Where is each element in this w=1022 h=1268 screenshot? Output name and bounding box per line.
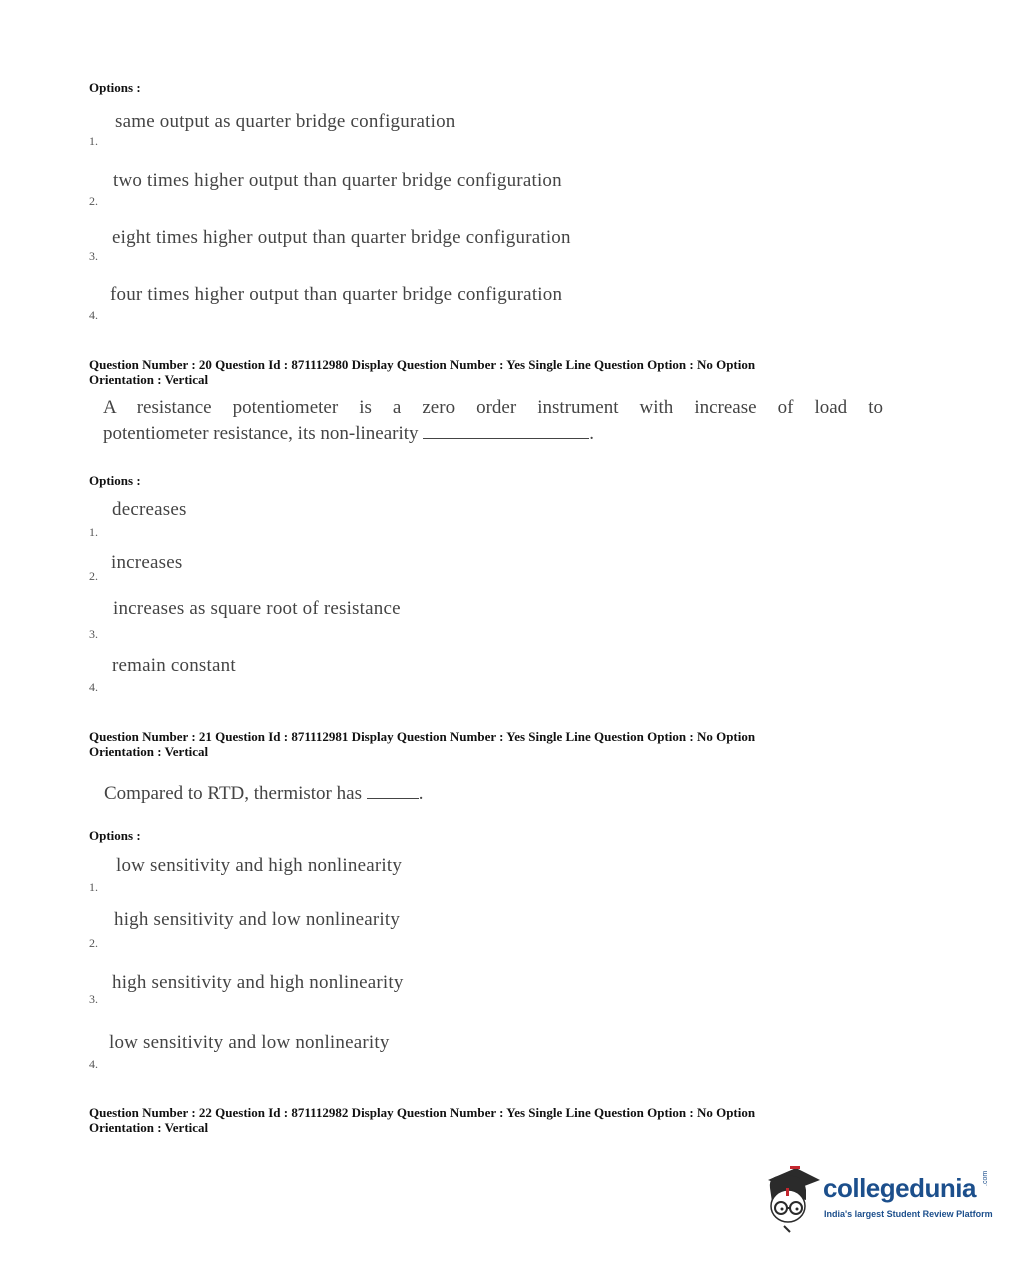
options-label: Options :	[89, 80, 141, 95]
question-meta	[89, 1105, 859, 1135]
option-text: same output as quarter bridge configuration	[115, 111, 456, 132]
question-end: .	[589, 423, 595, 444]
option-number: 4.	[89, 680, 98, 694]
option-number: 1.	[89, 134, 98, 148]
question-text	[103, 421, 594, 447]
option-text: decreases	[112, 499, 187, 520]
logo-tagline: India's largest Student Review Platform	[824, 1209, 993, 1219]
option-number: 2.	[89, 936, 98, 950]
option-text: four times higher output than quarter bridge configuration	[110, 284, 563, 305]
answer-blank	[367, 784, 419, 799]
question-text-line: potentiometer resistance, its non-linearity	[103, 423, 419, 444]
logo-com: .com	[982, 1170, 989, 1186]
option-number: 4.	[89, 308, 98, 322]
question-meta-line: Orientation : Vertical	[89, 372, 209, 387]
option-number: 4.	[89, 1057, 98, 1071]
options-label: Options :	[89, 828, 141, 843]
option-number: 1.	[89, 525, 98, 539]
mascot-icon	[760, 1160, 822, 1235]
option-number: 3.	[89, 627, 98, 641]
option-text: two times higher output than quarter bridge configuration	[113, 170, 562, 191]
option-number: 2.	[89, 194, 98, 208]
answer-blank	[423, 424, 589, 439]
option-number: 3.	[89, 992, 98, 1006]
question-meta-line: Orientation : Vertical	[89, 1120, 209, 1135]
question-text-line: Compared to RTD, thermistor has	[104, 783, 362, 804]
option-text: low sensitivity and low nonlinearity	[109, 1032, 390, 1053]
logo-wordmark: collegedunia	[823, 1173, 976, 1203]
option-text: high sensitivity and high nonlinearity	[112, 972, 404, 993]
question-meta	[89, 357, 859, 387]
option-number: 2.	[89, 569, 98, 583]
options-label: Options :	[89, 473, 141, 488]
option-text: low sensitivity and high nonlinearity	[116, 855, 403, 876]
question-text-line: A resistance potentiometer is a zero order instrument with increase of load to	[103, 397, 883, 418]
option-number: 3.	[89, 249, 98, 263]
option-text: increases	[111, 552, 183, 573]
question-text	[104, 781, 423, 807]
question-end: .	[418, 783, 424, 804]
question-meta-line: Question Number : 20 Question Id : 871112980 Display Question Number : Yes Single Line Question Option : No Option	[89, 357, 756, 372]
question-meta-line: Question Number : 22 Question Id : 871112982 Display Question Number : Yes Single Line Question Option : No Option	[89, 1105, 756, 1120]
option-text: eight times higher output than quarter bridge configuration	[112, 227, 571, 248]
option-text: high sensitivity and low nonlinearity	[114, 909, 401, 930]
question-meta	[89, 729, 859, 759]
option-number: 1.	[89, 880, 98, 894]
question-meta-line: Orientation : Vertical	[89, 744, 209, 759]
question-meta-line: Question Number : 21 Question Id : 871112981 Display Question Number : Yes Single Line Question Option : No Option	[89, 729, 756, 744]
option-text: remain constant	[112, 655, 236, 676]
option-text: increases as square root of resistance	[113, 598, 401, 619]
